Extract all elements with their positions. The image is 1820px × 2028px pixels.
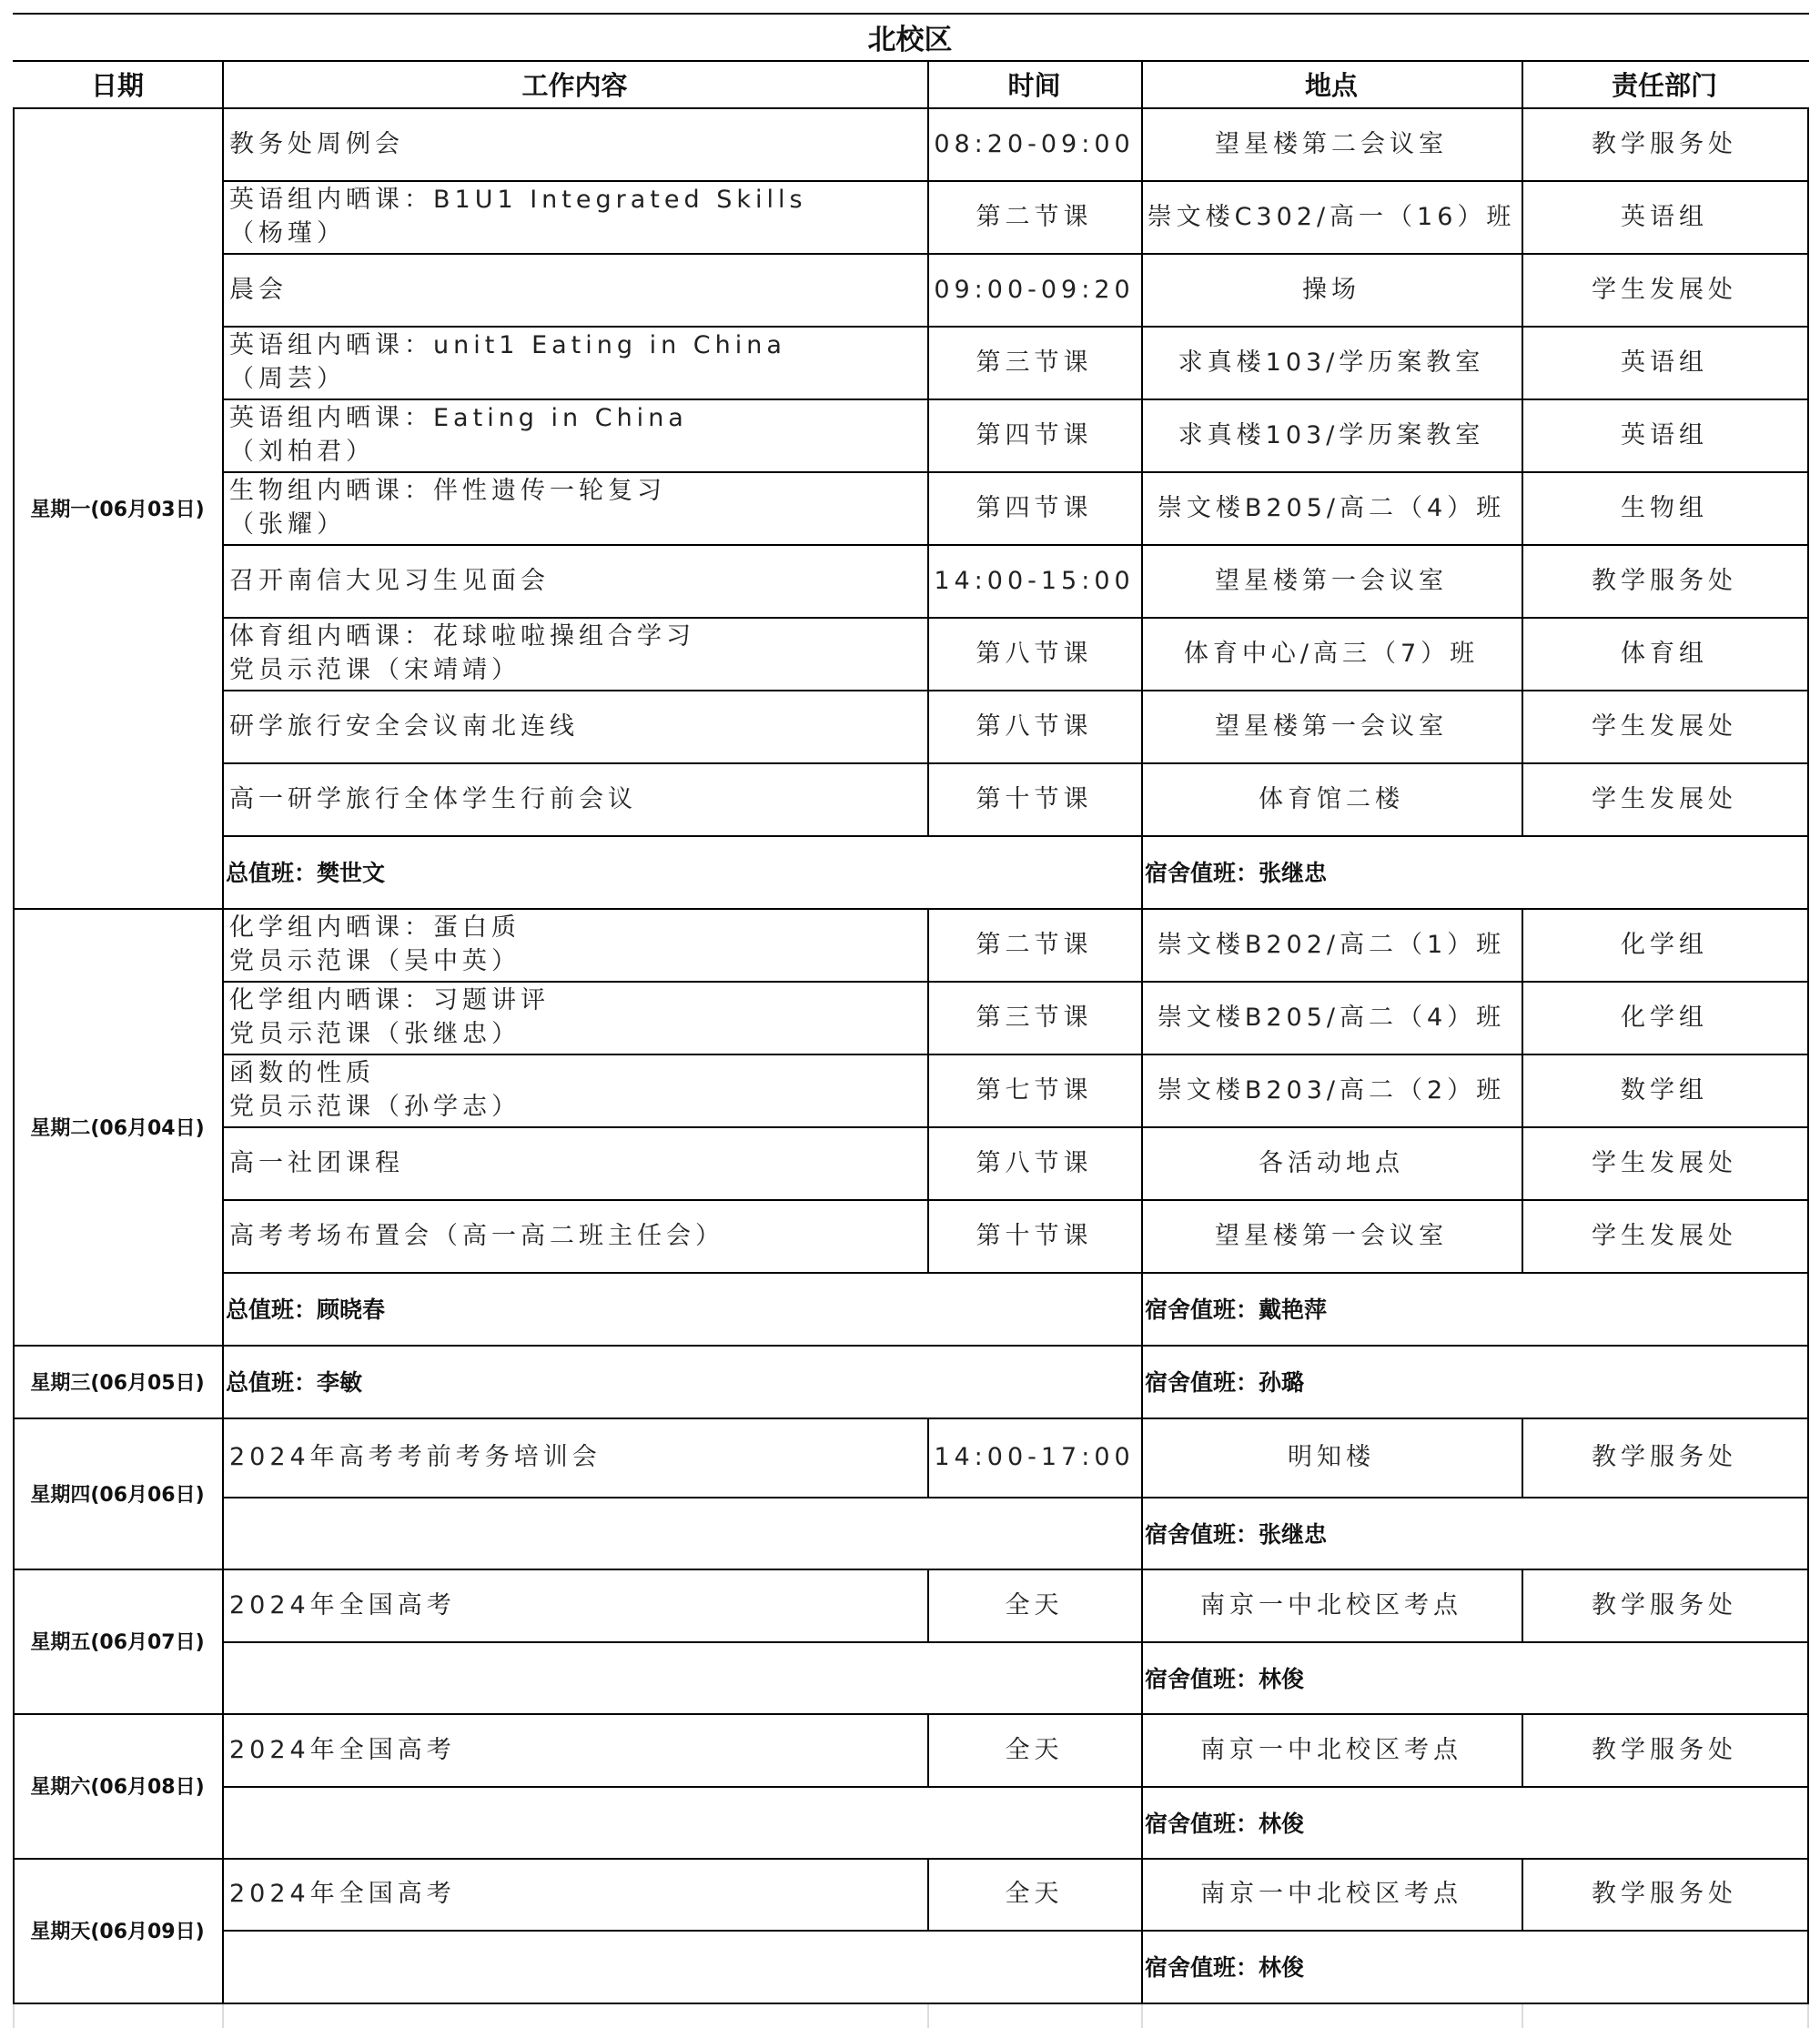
grid-line xyxy=(1141,1641,1143,1713)
grid-line xyxy=(1141,326,1143,399)
task-place: 南京一中北校区考点 xyxy=(1200,1735,1462,1764)
grid-line xyxy=(927,762,929,835)
task-time: 09:00-09:20 xyxy=(934,275,1135,304)
grid-line xyxy=(1141,1418,1143,1497)
task-content: 召开南信大见习生见面会 xyxy=(229,566,550,595)
grid-line xyxy=(1522,617,1523,690)
task-time: 14:00-17:00 xyxy=(934,1443,1135,1471)
task-content: 2024年全国高考 xyxy=(229,1735,456,1764)
grid-line xyxy=(927,399,929,471)
grid-line xyxy=(1807,1418,1809,1569)
grid-line xyxy=(1522,1126,1523,1199)
grid-line xyxy=(927,908,929,981)
task-place: 求真楼103/学历案教室 xyxy=(1178,348,1485,377)
task-dept: 学生发展处 xyxy=(1592,784,1737,813)
task-place: 望星楼第一会议室 xyxy=(1215,1221,1448,1250)
grid-line xyxy=(1141,1786,1143,1858)
grid-line xyxy=(927,1126,929,1199)
grid-line xyxy=(1141,617,1143,690)
dorm-duty-officer: 宿舍值班：张继忠 xyxy=(1145,1520,1328,1548)
task-dept: 教学服务处 xyxy=(1592,566,1737,595)
task-dept: 英语组 xyxy=(1621,420,1708,449)
grid-line xyxy=(927,1858,929,1930)
task-content: 生物组内晒课：伴性遗传一轮复习 （张耀） xyxy=(229,477,666,539)
task-place: 南京一中北校区考点 xyxy=(1200,1590,1462,1619)
task-time: 第十节课 xyxy=(976,1221,1093,1250)
grid-line xyxy=(13,1858,15,2003)
task-content: 教务处周例会 xyxy=(229,129,404,158)
grid-line xyxy=(222,1713,224,1858)
continuation-line xyxy=(13,2004,15,2028)
task-time: 全天 xyxy=(1005,1735,1064,1764)
task-content: 英语组内晒课：B1U1 Integrated Skills （杨瑾） xyxy=(229,186,807,247)
task-time: 第三节课 xyxy=(976,348,1093,377)
grid-line xyxy=(1141,1272,1143,1345)
grid-line xyxy=(1522,981,1523,1054)
grid-line xyxy=(1141,1930,1143,2003)
grid-line xyxy=(1807,107,1809,908)
grid-line xyxy=(927,1569,929,1641)
grid-line xyxy=(1522,544,1523,617)
duty-officer: 总值班：樊世文 xyxy=(226,860,386,886)
grid-line xyxy=(1807,1345,1809,1418)
grid-line xyxy=(13,13,1809,15)
grid-line xyxy=(1141,1054,1143,1126)
grid-line xyxy=(222,1858,224,2003)
grid-line xyxy=(927,1418,929,1497)
task-dept: 英语组 xyxy=(1621,348,1708,377)
dorm-duty-officer: 宿舍值班：林俊 xyxy=(1145,1954,1305,1981)
day-label: 星期三(06月05日) xyxy=(30,1371,205,1395)
task-dept: 教学服务处 xyxy=(1592,1590,1737,1619)
grid-line xyxy=(927,617,929,690)
grid-line xyxy=(927,1713,929,1786)
grid-line xyxy=(927,60,929,107)
task-place: 望星楼第一会议室 xyxy=(1215,711,1448,741)
grid-line xyxy=(13,107,15,908)
day-label: 星期五(06月07日) xyxy=(30,1631,205,1654)
dorm-duty-officer: 宿舍值班：孙璐 xyxy=(1145,1369,1305,1396)
task-time: 第四节课 xyxy=(976,420,1093,449)
grid-line xyxy=(1522,1418,1523,1497)
continuation-line xyxy=(927,2004,929,2028)
task-dept: 化学组 xyxy=(1621,1003,1708,1032)
task-content: 晨会 xyxy=(229,275,288,304)
duty-officer xyxy=(222,1930,1141,2003)
grid-line xyxy=(1141,1497,1143,1569)
grid-line xyxy=(927,1054,929,1126)
grid-line xyxy=(1522,60,1523,107)
grid-line xyxy=(1141,1345,1143,1418)
task-time: 第七节课 xyxy=(976,1075,1093,1105)
grid-line xyxy=(222,107,224,908)
grid-line xyxy=(1522,908,1523,981)
grid-line xyxy=(1522,107,1523,180)
grid-line xyxy=(222,1345,224,1418)
grid-line xyxy=(1522,1054,1523,1126)
task-dept: 学生发展处 xyxy=(1592,1148,1737,1177)
grid-line xyxy=(927,326,929,399)
task-time: 08:20-09:00 xyxy=(934,129,1135,158)
grid-line xyxy=(1141,180,1143,253)
task-dept: 生物组 xyxy=(1621,493,1708,522)
task-place: 崇文楼B205/高二（4）班 xyxy=(1157,493,1506,522)
task-dept: 体育组 xyxy=(1621,639,1708,668)
grid-line xyxy=(13,60,1809,62)
grid-line xyxy=(1522,762,1523,835)
duty-officer: 总值班：李敏 xyxy=(226,1369,363,1396)
dorm-duty-officer: 宿舍值班：戴艳萍 xyxy=(1145,1297,1328,1323)
task-content: 高一研学旅行全体学生行前会议 xyxy=(229,784,637,813)
day-label: 星期二(06月04日) xyxy=(30,1116,205,1140)
task-content: 英语组内晒课：unit1 Eating in China （周芸） xyxy=(229,331,786,393)
task-content: 2024年全国高考 xyxy=(229,1590,456,1619)
continuation-line xyxy=(222,2004,224,2028)
grid-line xyxy=(1141,253,1143,326)
task-dept: 化学组 xyxy=(1621,930,1708,959)
day-label: 星期一(06月03日) xyxy=(30,498,205,521)
task-place: 望星楼第一会议室 xyxy=(1215,566,1448,595)
grid-line xyxy=(13,1569,15,1713)
dorm-duty-officer: 宿舍值班：林俊 xyxy=(1145,1810,1305,1837)
grid-line xyxy=(13,1418,15,1569)
grid-line xyxy=(222,1569,224,1713)
grid-line xyxy=(927,544,929,617)
grid-line xyxy=(1522,690,1523,762)
grid-line xyxy=(927,690,929,762)
grid-line xyxy=(927,471,929,544)
grid-line xyxy=(927,981,929,1054)
task-content: 体育组内晒课：花球啦啦操组合学习 党员示范课（宋靖靖） xyxy=(229,622,695,684)
grid-line xyxy=(1141,690,1143,762)
continuation-line xyxy=(1807,2004,1809,2028)
task-place: 各活动地点 xyxy=(1259,1148,1404,1177)
grid-line xyxy=(1522,471,1523,544)
grid-line xyxy=(1141,1199,1143,1272)
task-place: 崇文楼C302/高一（16）班 xyxy=(1147,202,1516,231)
task-content: 2024年全国高考 xyxy=(229,1880,456,1908)
grid-line xyxy=(1807,1569,1809,1713)
day-label: 星期四(06月06日) xyxy=(30,1483,205,1507)
grid-line xyxy=(1522,1199,1523,1272)
grid-line xyxy=(1141,835,1143,908)
task-place: 崇文楼B205/高二（4）班 xyxy=(1157,1003,1506,1032)
task-dept: 学生发展处 xyxy=(1592,1221,1737,1250)
grid-line xyxy=(1141,1858,1143,1930)
task-place: 望星楼第二会议室 xyxy=(1215,129,1448,158)
task-time: 全天 xyxy=(1005,1880,1064,1908)
grid-line xyxy=(927,107,929,180)
continuation-line xyxy=(1141,2004,1143,2028)
grid-line xyxy=(1141,107,1143,180)
task-place: 崇文楼B203/高二（2）班 xyxy=(1157,1075,1506,1105)
table-title: 北校区 xyxy=(867,23,953,56)
grid-line xyxy=(1141,762,1143,835)
task-time: 第二节课 xyxy=(976,202,1093,231)
grid-line xyxy=(13,2003,1809,2004)
grid-line xyxy=(13,1713,15,1858)
grid-line xyxy=(222,1418,224,1569)
task-content: 高考考场布置会（高一高二班主任会） xyxy=(229,1221,724,1250)
dorm-duty-officer: 宿舍值班：张继忠 xyxy=(1145,860,1328,886)
task-content: 化学组内晒课：蛋白质 党员示范课（吴中英） xyxy=(229,913,521,975)
grid-line xyxy=(1522,180,1523,253)
grid-line xyxy=(1141,471,1143,544)
grid-line xyxy=(1522,1858,1523,1930)
grid-line xyxy=(1141,1713,1143,1786)
day-label: 星期六(06月08日) xyxy=(30,1776,205,1799)
grid-line xyxy=(1141,1569,1143,1641)
task-place: 求真楼103/学历案教室 xyxy=(1178,420,1485,449)
dorm-duty-officer: 宿舍值班：林俊 xyxy=(1145,1665,1305,1692)
header-content: 工作内容 xyxy=(521,69,628,101)
header-place: 地点 xyxy=(1304,69,1358,101)
task-content: 2024年高考考前考务培训会 xyxy=(229,1443,602,1471)
task-content: 研学旅行安全会议南北连线 xyxy=(229,711,579,741)
task-time: 第八节课 xyxy=(976,639,1093,668)
grid-line xyxy=(1141,60,1143,107)
task-content: 函数的性质 党员示范课（孙学志） xyxy=(229,1059,521,1121)
day-label: 星期天(06月09日) xyxy=(30,1921,205,1943)
duty-officer xyxy=(222,1641,1141,1713)
task-time: 第二节课 xyxy=(976,930,1093,959)
task-time: 第八节课 xyxy=(976,711,1093,741)
grid-line xyxy=(1522,399,1523,471)
task-time: 第八节课 xyxy=(976,1148,1093,1177)
grid-line xyxy=(13,908,15,1345)
grid-line xyxy=(1141,1126,1143,1199)
task-dept: 英语组 xyxy=(1621,202,1708,231)
grid-line xyxy=(1522,1569,1523,1641)
grid-line xyxy=(1522,253,1523,326)
task-time: 第十节课 xyxy=(976,784,1093,813)
grid-line xyxy=(1807,1713,1809,1858)
grid-line xyxy=(1141,908,1143,981)
task-content: 化学组内晒课：习题讲评 党员示范课（张继忠） xyxy=(229,986,550,1048)
task-place: 体育中心/高三（7）班 xyxy=(1183,639,1480,668)
grid-line xyxy=(927,253,929,326)
task-dept: 教学服务处 xyxy=(1592,1735,1737,1764)
header-date: 日期 xyxy=(90,69,144,101)
task-dept: 学生发展处 xyxy=(1592,275,1737,304)
task-time: 第四节课 xyxy=(976,493,1093,522)
task-place: 操场 xyxy=(1302,275,1360,304)
grid-line xyxy=(13,1345,15,1418)
header-dept: 责任部门 xyxy=(1611,69,1717,101)
task-dept: 教学服务处 xyxy=(1592,1443,1737,1471)
grid-line xyxy=(1141,544,1143,617)
task-content: 英语组内晒课：Eating in China （刘柏君） xyxy=(229,404,688,466)
grid-line xyxy=(1522,1713,1523,1786)
task-dept: 教学服务处 xyxy=(1592,1880,1737,1908)
task-dept: 数学组 xyxy=(1621,1075,1708,1105)
task-content: 高一社团课程 xyxy=(229,1148,404,1177)
task-place: 南京一中北校区考点 xyxy=(1200,1880,1462,1908)
task-time: 全天 xyxy=(1005,1590,1064,1619)
duty-officer: 总值班：顾晓春 xyxy=(226,1297,386,1323)
grid-line xyxy=(1141,399,1143,471)
duty-officer xyxy=(222,1497,1141,1569)
task-time: 第三节课 xyxy=(976,1003,1093,1032)
header-time: 时间 xyxy=(1007,69,1061,101)
grid-line xyxy=(222,908,224,1345)
grid-line xyxy=(927,180,929,253)
task-dept: 教学服务处 xyxy=(1592,129,1737,158)
task-time: 14:00-15:00 xyxy=(934,566,1135,595)
task-dept: 学生发展处 xyxy=(1592,711,1737,741)
grid-line xyxy=(1807,1858,1809,2003)
grid-line xyxy=(1141,981,1143,1054)
task-place: 体育馆二楼 xyxy=(1259,784,1404,813)
task-place: 崇文楼B202/高二（1）班 xyxy=(1157,930,1506,959)
grid-line xyxy=(1807,908,1809,1345)
task-place: 明知楼 xyxy=(1288,1443,1375,1471)
continuation-line xyxy=(1522,2004,1523,2028)
grid-line xyxy=(222,60,224,107)
grid-line xyxy=(927,1199,929,1272)
grid-line xyxy=(1522,326,1523,399)
duty-officer xyxy=(222,1786,1141,1858)
